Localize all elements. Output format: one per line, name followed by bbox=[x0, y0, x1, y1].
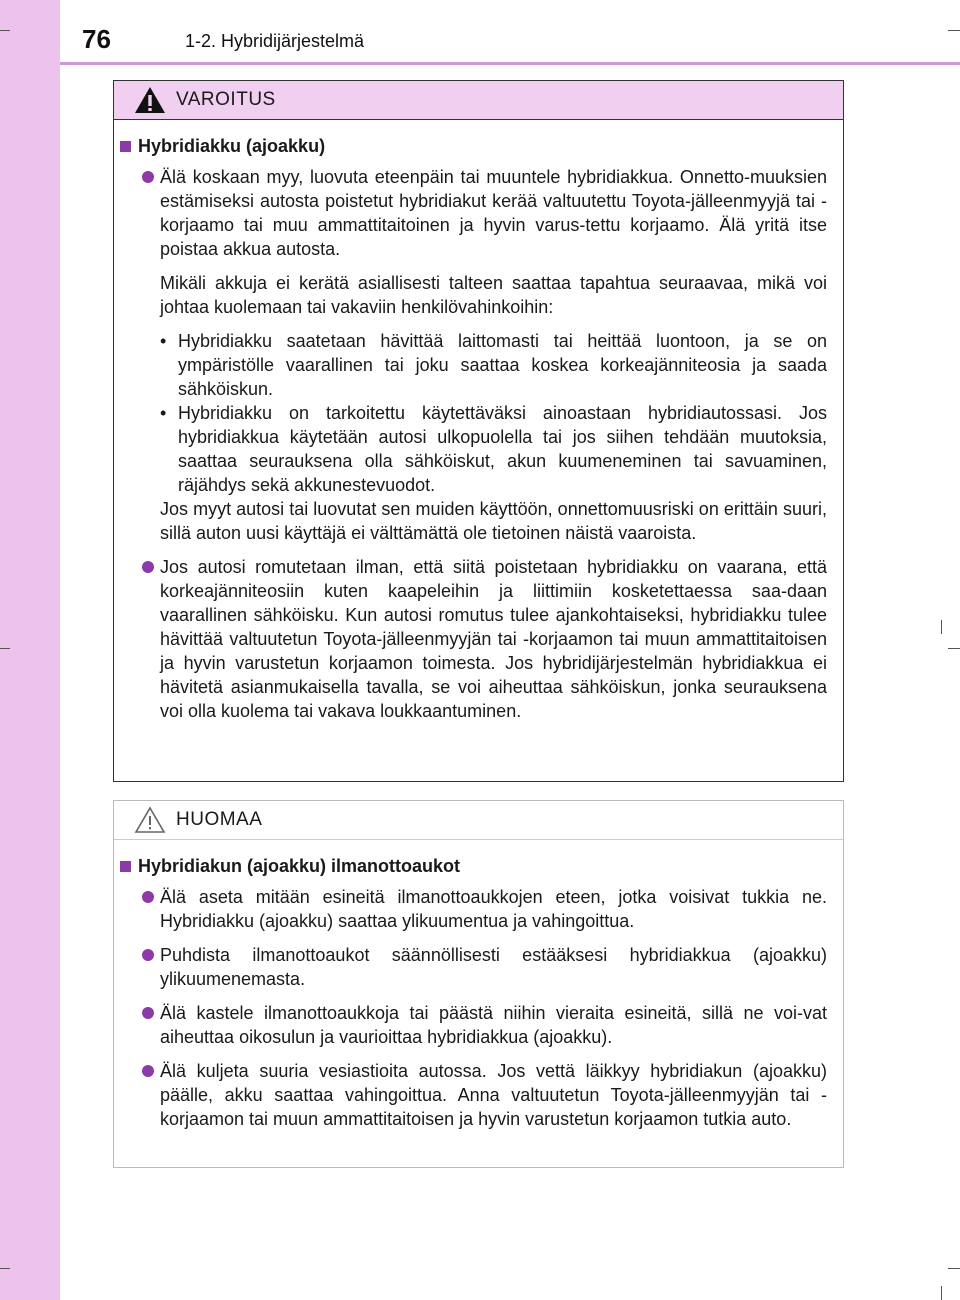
notice-paragraph: Älä kuljeta suuria vesiastioita autossa. Jos vettä läikkyy hybridiakun (ajoakku) päälle, akku saattaa vahingoittua. Anna valtuutetun Toyota-jälleenmyyjän tai -korjaamon tai muun ammattitaitoisen ja hyvin varustetun korjaamon tutkia auto. bbox=[160, 1061, 827, 1129]
notice-paragraph: Puhdista ilmanottoaukot säännöllisesti estääksesi hybridiakkua (ajoakku) ylikuumenemasta. bbox=[160, 945, 827, 989]
crop-mark bbox=[0, 30, 10, 31]
circle-bullet-icon bbox=[142, 561, 154, 573]
crop-mark bbox=[0, 648, 10, 649]
circle-bullet-icon bbox=[142, 891, 154, 903]
page-number: 76 bbox=[82, 24, 111, 54]
crop-mark bbox=[948, 30, 960, 31]
warning-paragraph: Älä koskaan myy, luovuta eteenpäin tai muuntele hybridiakkua. Onnetto-muuksien estämiseksi autosta poistetut hybridiakut kerää valtuutettu Toyota-jälleenmyyjä tai -korjaamo tai muu ammattitaitoinen ja hyvin varus-tettu korjaamo. Älä yritä itse poistaa akkua autosta. bbox=[160, 167, 827, 259]
section-title: 1-2. Hybridijärjestelmä bbox=[185, 31, 365, 51]
warning-item bbox=[120, 165, 827, 545]
warning-item bbox=[120, 555, 827, 723]
crop-mark bbox=[948, 1268, 960, 1269]
circle-bullet-icon bbox=[142, 1065, 154, 1077]
notice-body bbox=[114, 840, 843, 1131]
warning-heading bbox=[120, 136, 827, 157]
warning-header bbox=[114, 81, 843, 120]
caution-triangle-icon bbox=[134, 806, 166, 834]
notice-paragraph: Älä aseta mitään esineitä ilmanottoaukkojen eteen, jotka voisivat tukkia ne. Hybridiakku (ajoakku) saattaa ylikuumentua ja vahingoittua. bbox=[160, 887, 827, 931]
square-bullet-icon bbox=[120, 141, 131, 152]
circle-bullet-icon bbox=[142, 171, 154, 183]
warning-paragraph: Jos autosi romutetaan ilman, että siitä poistetaan hybridiakku on vaarana, että korkeajänniteosiin kuten kaapeleihin ja liittimiin kosketettaessa saa-daan vaarallinen sähköisku. Kun autosi romutus tulee ajankohtaiseksi, hybridiakku tulee hävittää valtuutetun Toyota-jälleenmyyjän tai -korjaamon tai muun ammattitaitoisen ja hyvin varustetun korjaamon toimesta. Jos hybridijärjestelmän hybridiakkua ei hävitetä asianmukaisella tavalla, se voi aiheuttaa sähköiskun, jonka seurauksena voi olla kuolema tai vakava loukkaantuminen. bbox=[160, 557, 827, 721]
notice-box bbox=[113, 800, 844, 1168]
crop-mark bbox=[941, 1286, 942, 1300]
notice-title: HUOMAA bbox=[176, 809, 263, 830]
crop-mark bbox=[0, 1268, 10, 1269]
warning-triangle-icon bbox=[134, 86, 166, 114]
notice-item bbox=[120, 1001, 827, 1049]
notice-paragraph: Älä kastele ilmanottoaukkoja tai päästä niihin vieraita esineitä, sillä ne voi-vat aiheuttaa oikosulun ja vaurioittaa hybridiakkua (ajoakku). bbox=[160, 1003, 827, 1047]
warning-paragraph: Mikäli akkuja ei kerätä asiallisesti talteen saattaa tapahtua seuraavaa, mikä voi johtaa kuolemaan tai vakaviin henkilövahinkoihin: bbox=[160, 273, 827, 317]
warning-bullet-list bbox=[160, 329, 827, 497]
circle-bullet-icon bbox=[142, 1007, 154, 1019]
notice-item bbox=[120, 885, 827, 933]
square-bullet-icon bbox=[120, 861, 131, 872]
crop-mark bbox=[948, 648, 960, 649]
notice-heading bbox=[120, 856, 827, 877]
header-rule bbox=[60, 62, 960, 65]
notice-heading-text: Hybridiakun (ajoakku) ilmanottoaukot bbox=[138, 856, 461, 876]
circle-bullet-icon bbox=[142, 949, 154, 961]
notice-header bbox=[114, 801, 843, 840]
warning-title: VAROITUS bbox=[176, 89, 276, 110]
notice-item bbox=[120, 943, 827, 991]
warning-paragraph: Jos myyt autosi tai luovutat sen muiden käyttöön, onnettomuusriski on erittäin suuri, sillä auton uusi käyttäjä ei välttämättä ole tietoinen näistä vaaroista. bbox=[160, 499, 827, 543]
list-item: • Hybridiakku saatetaan hävittää laittomasti tai heittää luontoon, ja se on ympäristölle vaarallinen tai joku saattaa koskea korkeajänniteosia ja saada sähköiskun. bbox=[160, 329, 827, 401]
warning-box bbox=[113, 80, 844, 782]
notice-item bbox=[120, 1059, 827, 1131]
crop-mark bbox=[941, 620, 942, 634]
warning-body bbox=[114, 120, 843, 723]
list-item: • Hybridiakku on tarkoitettu käytettäväksi ainoastaan hybridiautossasi. Jos hybridiakkua käytetään autosi ulkopuolella tai jos siihen tehdään muutoksia, saattaa seurauksena olla sähköiskut, akun kuumeneminen tai savuaminen, räjähdys sekä akkunestevuodot. bbox=[160, 401, 827, 497]
warning-heading-text: Hybridiakku (ajoakku) bbox=[138, 136, 326, 156]
left-color-band bbox=[0, 0, 60, 1300]
